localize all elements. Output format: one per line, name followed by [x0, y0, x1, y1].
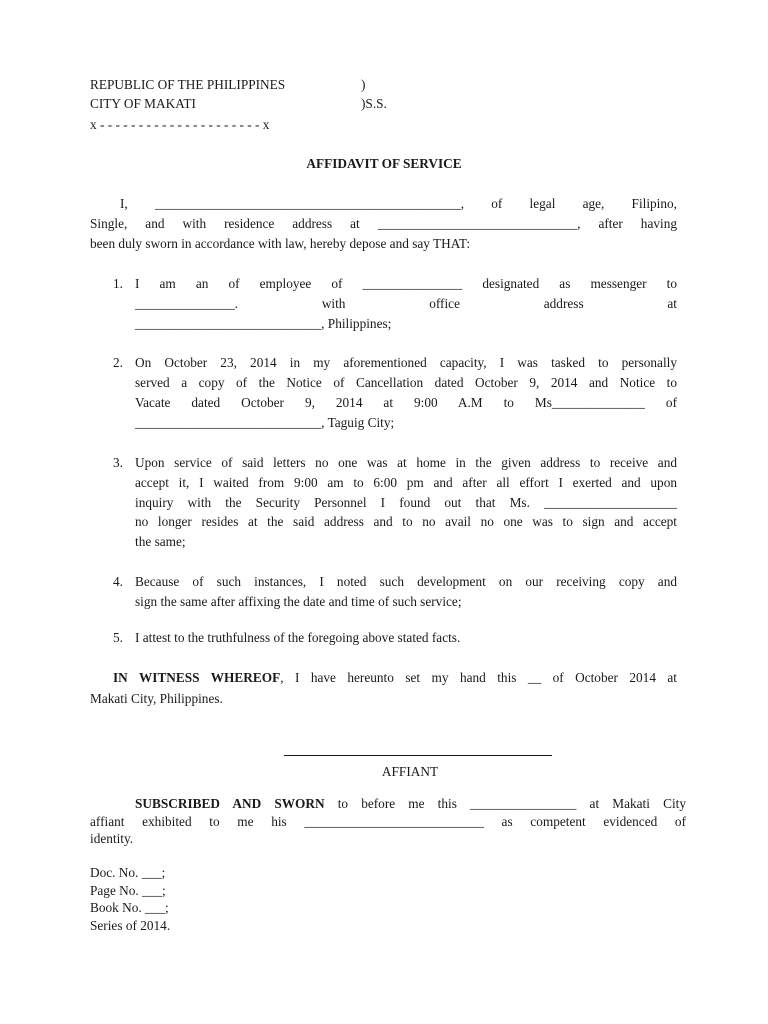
item-3-line-3: inquiry with the Security Personnel I found out that Ms. ____________________	[135, 495, 677, 510]
jurat-bold: SUBSCRIBED AND SWORN	[135, 796, 325, 811]
item-4-line-2: sign the same after affixing the date and time of such service;	[135, 594, 462, 609]
caption-paren: )	[361, 77, 366, 92]
jurat-line-1	[135, 796, 686, 812]
page-no: Page No. ___;	[90, 883, 166, 898]
intro-line-3: been duly sworn in accordance with law, hereby depose and say THAT:	[90, 236, 471, 251]
item-3-line-4: no longer resides at the said address and to no avail no one was to sign and accept	[135, 514, 677, 529]
item-1-line-3: ____________________________, Philippines;	[135, 316, 392, 331]
item-5-number: 5.	[113, 630, 123, 645]
jurat-rest: to before me this ________________ at Makati City	[324, 796, 686, 811]
item-4-number: 4.	[113, 574, 123, 589]
item-4-line-1: Because of such instances, I noted such development on our receiving copy and	[135, 574, 677, 589]
item-1-number: 1.	[113, 276, 123, 291]
item-3-line-1: Upon service of said letters no one was at home in the given address to receive and	[135, 455, 677, 470]
caption-x-line: x - - - - - - - - - - - - - - - - - - - - - x	[90, 117, 270, 132]
item-2-number: 2.	[113, 355, 123, 370]
affiant-label: AFFIANT	[381, 764, 439, 779]
witness-line-2: Makati City, Philippines.	[90, 691, 223, 706]
witness-line-1	[113, 670, 677, 686]
item-2-line-4: ____________________________, Taguig City;	[135, 415, 395, 430]
caption-ss: )S.S.	[361, 96, 387, 111]
caption-city: CITY OF MAKATI	[90, 96, 196, 111]
item-3-line-2: accept it, I waited from 9:00 am to 6:00 pm and after all effort I exerted and upon	[135, 475, 677, 490]
jurat-line-2: affiant exhibited to me his ___________________________ as competent evidenced of	[90, 814, 686, 829]
series: Series of 2014.	[90, 918, 171, 933]
item-1-line-2: _______________. with office address at	[135, 296, 677, 311]
witness-rest: , I have hereunto set my hand this __ of October 2014 at	[280, 670, 677, 685]
document-title: AFFIDAVIT OF SERVICE	[306, 156, 462, 171]
intro-line-1: I, ______________________________________________, of legal age, Filipino,	[120, 196, 677, 211]
item-2-line-3: Vacate dated October 9, 2014 at 9:00 A.M to Ms______________ of	[135, 395, 677, 410]
item-2-line-1: On October 23, 2014 in my aforementioned capacity, I was tasked to personally	[135, 355, 677, 370]
doc-no: Doc. No. ___;	[90, 865, 166, 880]
affiant-signature-line	[284, 755, 552, 756]
item-2-line-2: served a copy of the Notice of Cancellation dated October 9, 2014 and Notice to	[135, 375, 677, 390]
caption-republic: REPUBLIC OF THE PHILIPPINES	[90, 77, 286, 92]
item-3-line-5: the same;	[135, 534, 186, 549]
item-3-number: 3.	[113, 455, 123, 470]
item-5-line-1: I attest to the truthfulness of the foregoing above stated facts.	[135, 630, 461, 645]
intro-line-2: Single, and with residence address at ______________________________, after having	[90, 216, 677, 231]
jurat-line-3: identity.	[90, 831, 134, 846]
item-1-line-1: I am an of employee of _______________ designated as messenger to	[135, 276, 677, 291]
book-no: Book No. ___;	[90, 900, 169, 915]
witness-bold: IN WITNESS WHEREOF	[113, 670, 281, 685]
